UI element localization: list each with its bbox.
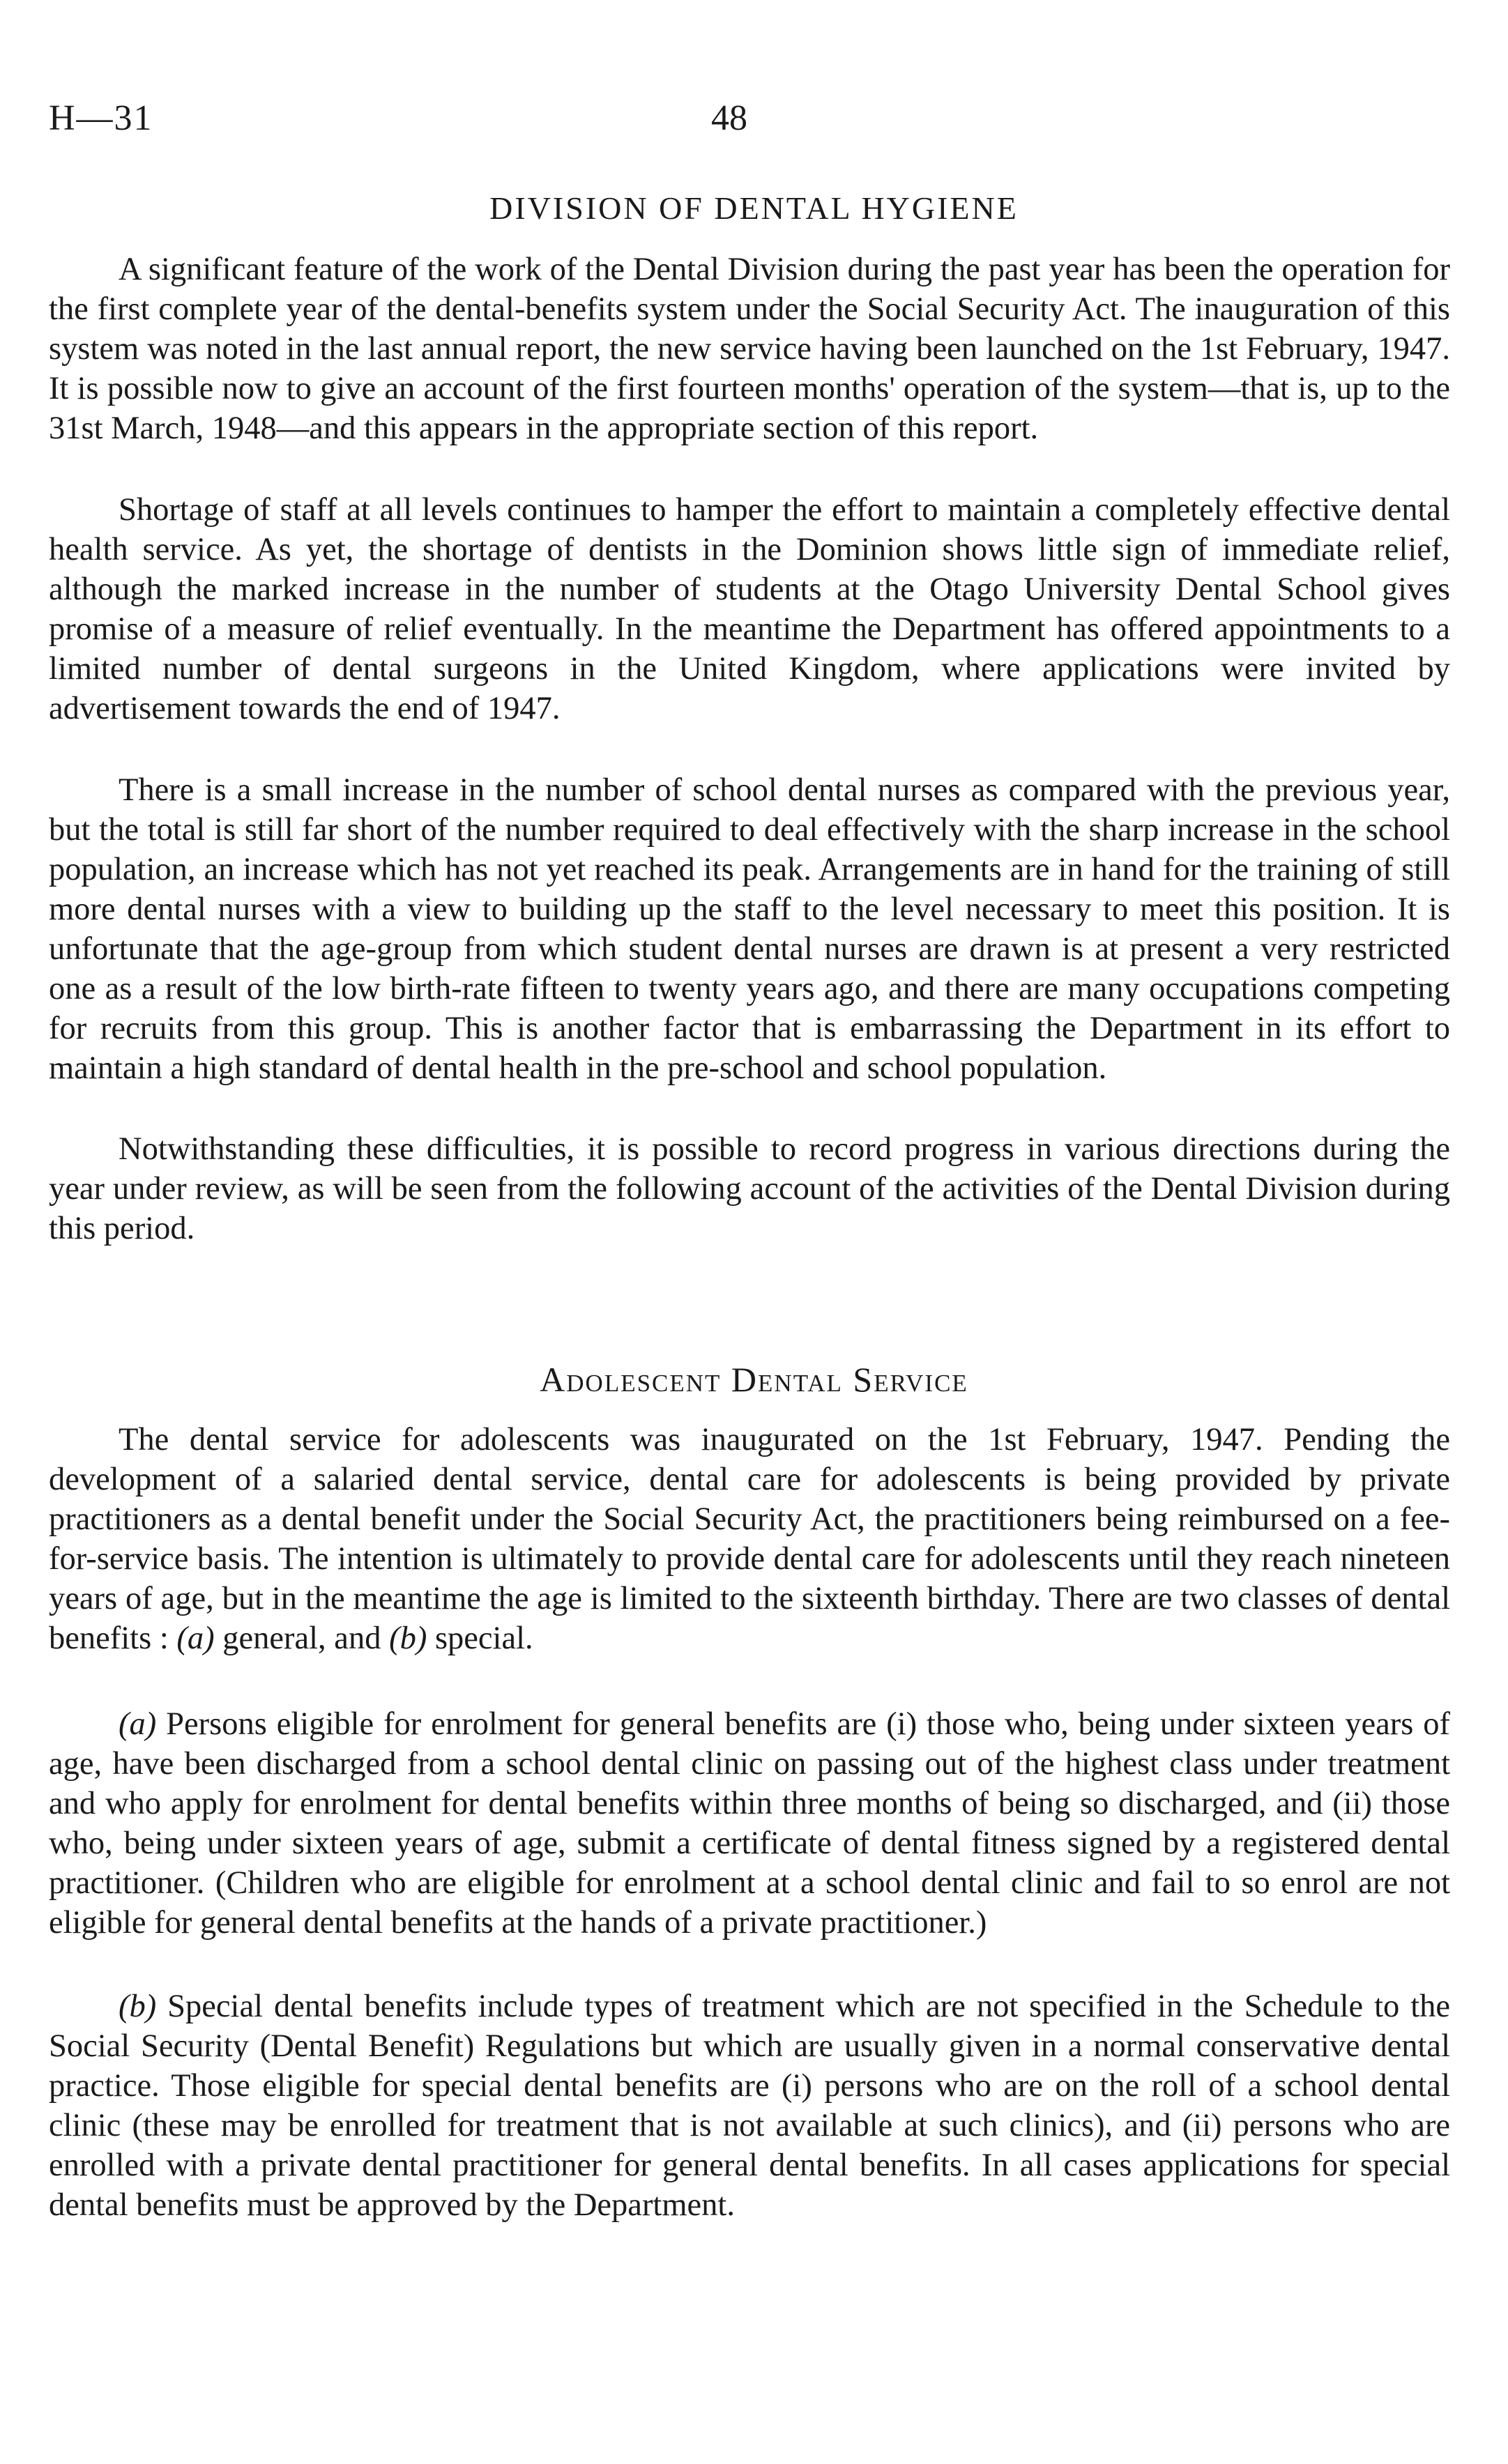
paragraph-general-benefits (49, 1704, 1450, 1943)
paragraph-dental-benefits-intro: A significant feature of the work of the Dental Division during the past year has been the operation for the first complete year of the dental-benefits system under the Social Security Act. The inauguration of this system was noted in the last annual report, the new service having been launched on the 1st February, 1947. It is possible now to give an account of the first fourteen months' operation of the system—that is, up to the 31st March, 1948—and this appears in the appropriate section of this report. (49, 252, 1450, 446)
adolescent-service-text: The dental service for adolescents was inaugurated on the 1st February, 1947. Pending the development of a salaried dental service, dental care for adolescents is being provided by private practitioners as a dental benefit under the Social Security Act, the practitioners being reimbursed on a fee-for-service basis. The intention is ultimately to provide dental care for adolescents until they reach nineteen years of age, but in the meantime the age is limited to the sixteenth birthday. There are two classes of dental benefits : (49, 1422, 1450, 1656)
paragraph-special-benefits (49, 1987, 1450, 2225)
paragraph-school-dental-nurses: There is a small increase in the number of school dental nurses as compared with the previous year, but the total is still far short of the number required to deal effectively with the sharp increase in the school population, an increase which has not yet reached its peak. Arrangements are in hand for the training of still more dental nurses with a view to building up the staff to the level necessary to meet this position. It is unfortunate that the age-group from which student dental nurses are drawn is at present a very restricted one as a result of the low birth-rate fifteen to twenty years ago, and there are many occupations competing for recruits from this group. This is another factor that is embarrassing the Department in its effort to maintain a high standard of dental health in the pre-school and school population. (49, 772, 1450, 1086)
class-special-text: special. (434, 1621, 533, 1656)
paragraph-adolescent-service (49, 1420, 1450, 1658)
class-general-text: general, and (222, 1621, 381, 1656)
special-benefits-text: Special dental benefits include types of treatment which are not specified in the Schedule to the Social Security (Dental Benefit) Regulations but which are usually given in a normal conservative dental practice. Those eligible for special dental benefits are (i) persons who are on the roll of a school dental clinic (these may be enrolled for treatment that is not available at such clinics), and (ii) persons who are enrolled with a private dental practitioner for general dental benefits. In all cases applications for special dental benefits must be approved by the Department. (49, 1989, 1450, 2223)
division-title: DIVISION OF DENTAL HYGIENE (489, 190, 1019, 226)
paragraph-staff-shortage: Shortage of staff at all levels continues to hamper the effort to maintain a completely effective dental health service. As yet, the shortage of dentists in the Dominion shows little sign of immediate relief, although the marked increase in the number of students at the Otago University Dental School gives promise of a measure of relief eventually. In the meantime the Department has offered appointments to a limited number of dental surgeons in the United Kingdom, where applications were invited by advertisement towards the end of 1947. (49, 492, 1450, 726)
class-b-label: (b) (389, 1621, 427, 1656)
page-number: 48 (711, 98, 747, 138)
general-benefits-text: Persons eligible for enrolment for general benefits are (i) those who, being under sixteen years of age, have been discharged from a school dental clinic on passing out of the highest class under treatment and who apply for enrolment for dental benefits within three months of being so discharged, and (ii) those who, being under sixteen years of age, submit a certificate of dental fitness signed by a registered dental practitioner. (Children who are eligible for enrolment at a school dental clinic and fail to so enrol are not eligible for general dental benefits at the hands of a private practitioner.) (49, 1706, 1451, 1941)
paragraph-progress: Notwithstanding these difficulties, it is possible to record progress in various directions during the year under review, as will be seen from the following account of the activities of the Dental Division during this period. (49, 1131, 1450, 1246)
item-a-label: (a) (119, 1706, 157, 1742)
document-reference: H—31 (49, 98, 153, 138)
class-a-label: (a) (176, 1621, 215, 1656)
adolescent-section-title: Adolescent Dental Service (540, 1360, 968, 1399)
item-b-label: (b) (119, 1989, 157, 2024)
